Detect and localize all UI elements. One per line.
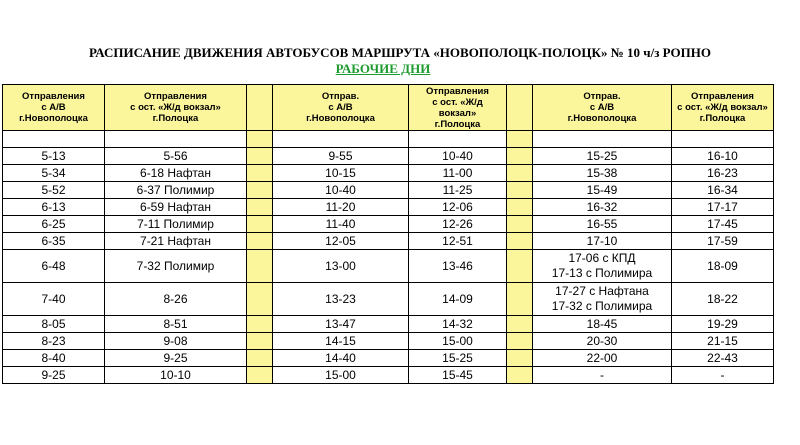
spacer-cell <box>3 131 105 148</box>
table-cell <box>273 182 409 199</box>
table-cell <box>105 250 247 283</box>
cell-text: 7-11 Полимир <box>137 216 214 231</box>
column-header <box>409 85 507 131</box>
cell-text: 16-23 <box>707 165 738 180</box>
cell-text: 11-00 <box>442 165 473 180</box>
cell-text: 15-25 <box>586 148 618 163</box>
cell-text: 10-40 <box>442 148 473 163</box>
table-cell <box>672 182 774 199</box>
cell-text: 17-06 с КПД <box>568 251 636 265</box>
cell-text: 15-00 <box>325 367 356 382</box>
schedule-subtitle: РАБОЧИЕ ДНИ <box>335 61 431 76</box>
spacer-cell <box>672 131 774 148</box>
table-cell <box>409 233 507 250</box>
separator-cell <box>507 316 533 333</box>
column-header-line: Отправ. <box>321 91 360 102</box>
cell-text: 8-40 <box>41 350 66 365</box>
spacer-cell <box>273 131 409 148</box>
cell-text: - <box>720 367 725 382</box>
column-header <box>105 85 247 131</box>
cell-text: 16-34 <box>707 182 738 197</box>
cell-text: 17-27 с Нафтана <box>555 284 649 298</box>
cell-text: 6-37 Полимир <box>136 182 215 197</box>
cell-text: 10-10 <box>160 367 191 382</box>
cell-text: 11-40 <box>325 216 356 231</box>
table-cell <box>3 250 105 283</box>
table-row <box>3 350 774 367</box>
separator-cell <box>507 350 533 367</box>
cell-text: 12-51 <box>442 233 473 248</box>
separator-cell <box>247 199 273 216</box>
cell-text: 14-09 <box>442 291 473 306</box>
table-cell <box>533 283 672 316</box>
table-cell <box>3 316 105 333</box>
cell-text: 16-32 <box>586 199 618 214</box>
cell-text: 6-48 <box>41 258 66 273</box>
separator-cell <box>507 233 533 250</box>
separator-cell <box>507 333 533 350</box>
table-cell <box>3 283 105 316</box>
cell-text: 7-21 Нафтан <box>140 233 211 248</box>
cell-text: 9-25 <box>41 367 66 382</box>
table-cell <box>105 199 247 216</box>
table-cell <box>533 165 672 182</box>
separator-cell <box>247 148 273 165</box>
table-cell <box>409 216 507 233</box>
table-cell <box>273 216 409 233</box>
schedule-table <box>2 84 774 384</box>
cell-text: 12-26 <box>442 216 473 231</box>
column-header <box>273 85 409 131</box>
column-header <box>533 85 672 131</box>
separator-cell <box>247 350 273 367</box>
table-row <box>3 182 774 199</box>
table-cell <box>105 233 247 250</box>
table-cell <box>409 367 507 384</box>
table-cell <box>409 250 507 283</box>
table-cell <box>409 148 507 165</box>
table-cell <box>3 216 105 233</box>
spacer-cell <box>105 131 247 148</box>
table-cell <box>533 233 672 250</box>
table-cell <box>533 148 672 165</box>
separator-cell <box>247 367 273 384</box>
separator-cell <box>247 283 273 316</box>
table-cell <box>105 165 247 182</box>
cell-text: 17-13 с Полимира <box>551 266 653 280</box>
separator-cell <box>247 216 273 233</box>
separator-cell <box>247 182 273 199</box>
cell-text: 13-00 <box>325 258 356 273</box>
table-cell <box>273 233 409 250</box>
table-row <box>3 333 774 350</box>
column-header-line: г.Новополоцка <box>567 113 637 124</box>
cell-text: 12-06 <box>442 199 473 214</box>
table-cell <box>672 333 774 350</box>
table-cell <box>533 316 672 333</box>
column-header-line: вокзал» <box>438 107 477 119</box>
table-row <box>3 250 774 283</box>
cell-text: 15-45 <box>442 367 473 382</box>
table-row <box>3 367 774 384</box>
cell-text: 17-45 <box>707 216 738 231</box>
table-cell <box>105 367 247 384</box>
column-header-line: с ост. «Ж/д вокзал» <box>130 102 221 113</box>
cell-text: 7-40 <box>41 291 66 306</box>
cell-text: 18-22 <box>707 291 738 306</box>
cell-text: 5-52 <box>41 182 66 197</box>
cell-text: 15-00 <box>442 333 473 348</box>
separator-cell <box>507 182 533 199</box>
separator-cell <box>247 250 273 283</box>
table-cell <box>672 283 774 316</box>
table-row <box>3 283 774 316</box>
table-cell <box>105 283 247 316</box>
table-cell <box>3 148 105 165</box>
table-cell <box>105 182 247 199</box>
cell-text: 6-18 Нафтан <box>140 165 211 180</box>
separator-cell <box>507 148 533 165</box>
table-cell <box>273 148 409 165</box>
column-header-line: с ост. «Ж/д вокзал» <box>677 102 768 113</box>
cell-text: 8-51 <box>163 316 188 331</box>
cell-text: 8-05 <box>41 316 66 331</box>
spacer-cell <box>507 131 533 148</box>
table-cell <box>3 199 105 216</box>
cell-text: 9-08 <box>163 333 188 348</box>
cell-text: 22-43 <box>707 350 738 365</box>
table-cell <box>409 182 507 199</box>
column-header-line: г.Полоцка <box>434 118 481 130</box>
cell-text: 22-00 <box>586 350 618 365</box>
cell-text: 10-40 <box>325 182 356 197</box>
cell-text: 18-09 <box>707 258 738 273</box>
cell-text: 15-25 <box>442 350 473 365</box>
column-header-line: г.Новополоцка <box>19 113 88 124</box>
header-row <box>3 85 774 131</box>
column-header-line: г.Полоцка <box>152 113 199 124</box>
cell-text: 5-56 <box>163 148 188 163</box>
table-cell <box>3 233 105 250</box>
table-cell <box>273 250 409 283</box>
spacer-cell <box>533 131 672 148</box>
table-row <box>3 148 774 165</box>
table-cell <box>273 316 409 333</box>
table-cell <box>105 216 247 233</box>
separator-column <box>507 85 533 131</box>
cell-text: 17-59 <box>707 233 738 248</box>
separator-cell <box>247 165 273 182</box>
cell-text: 13-46 <box>442 258 473 273</box>
table-cell <box>533 199 672 216</box>
cell-text: 17-32 с Полимира <box>551 299 653 313</box>
cell-text: 14-40 <box>325 350 356 365</box>
separator-cell <box>507 367 533 384</box>
table-cell <box>672 216 774 233</box>
table-cell <box>273 367 409 384</box>
table-row <box>3 316 774 333</box>
cell-text: 7-32 Полимир <box>136 258 215 273</box>
cell-text: 21-15 <box>707 333 738 348</box>
separator-cell <box>507 250 533 283</box>
table-cell <box>533 182 672 199</box>
cell-text: 10-15 <box>325 165 356 180</box>
table-cell <box>105 316 247 333</box>
table-row <box>3 165 774 182</box>
spacer-cell <box>247 131 273 148</box>
cell-text: 16-55 <box>586 216 618 231</box>
table-cell <box>3 333 105 350</box>
table-cell <box>672 165 774 182</box>
column-header <box>672 85 774 131</box>
column-header-line: с А/В <box>589 102 615 113</box>
table-cell <box>672 199 774 216</box>
separator-cell <box>507 283 533 316</box>
table-cell <box>533 350 672 367</box>
column-header-line: г.Новополоцка <box>306 113 375 124</box>
table-cell <box>3 182 105 199</box>
table-row <box>3 216 774 233</box>
cell-text: 20-30 <box>586 333 618 348</box>
column-header-line: Отправ. <box>583 91 621 102</box>
table-cell <box>273 350 409 367</box>
cell-text: 17-17 <box>707 199 738 214</box>
separator-cell <box>247 233 273 250</box>
separator-cell <box>507 165 533 182</box>
table-cell <box>273 199 409 216</box>
table-row <box>3 233 774 250</box>
column-header-line: Отправления <box>691 91 754 102</box>
table-cell <box>3 165 105 182</box>
cell-text: 6-25 <box>41 216 66 231</box>
cell-text: 8-26 <box>163 291 188 306</box>
separator-cell <box>247 316 273 333</box>
cell-text: 13-47 <box>325 316 356 331</box>
cell-text: 12-05 <box>325 233 356 248</box>
table-cell <box>105 350 247 367</box>
table-cell <box>533 333 672 350</box>
cell-text: 13-23 <box>325 291 356 306</box>
cell-text: 6-35 <box>41 233 66 248</box>
cell-text: 6-59 Нафтан <box>140 199 211 214</box>
table-cell <box>533 250 672 283</box>
cell-text: - <box>600 367 604 382</box>
table-cell <box>273 333 409 350</box>
schedule-body <box>3 131 774 384</box>
cell-text: 16-10 <box>707 148 738 163</box>
table-cell <box>409 165 507 182</box>
column-header-line: Отправления <box>22 91 85 102</box>
table-cell <box>672 250 774 283</box>
cell-text: 14-15 <box>325 333 356 348</box>
table-cell <box>409 199 507 216</box>
spacer-cell <box>409 131 507 148</box>
column-header-line: Отправления <box>144 91 207 102</box>
cell-text: 15-38 <box>586 165 618 180</box>
table-cell <box>273 165 409 182</box>
column-header-line: с А/В <box>328 102 353 113</box>
cell-text: 8-23 <box>41 333 66 348</box>
separator-cell <box>247 333 273 350</box>
table-cell <box>409 333 507 350</box>
separator-cell <box>507 199 533 216</box>
table-cell <box>409 283 507 316</box>
column-header-line: с ост. «Ж/д <box>432 96 483 108</box>
table-cell <box>105 148 247 165</box>
separator-cell <box>507 216 533 233</box>
cell-text: 6-13 <box>41 199 66 214</box>
table-cell <box>672 233 774 250</box>
cell-text: 9-55 <box>328 148 353 163</box>
cell-text: 9-25 <box>163 350 188 365</box>
table-cell <box>533 216 672 233</box>
table-cell <box>672 350 774 367</box>
cell-text: 11-20 <box>325 199 356 214</box>
cell-text: 5-13 <box>41 148 66 163</box>
cell-text: 18-45 <box>586 316 618 331</box>
table-row <box>3 199 774 216</box>
table-cell <box>672 148 774 165</box>
page-title: РАСПИСАНИЕ ДВИЖЕНИЯ АВТОБУСОВ МАРШРУТА «НОВОПОЛОЦК-ПОЛОЦК» № 10 ч/з РОПНО <box>88 45 711 60</box>
column-header-line: с А/В <box>41 102 66 113</box>
table-cell <box>409 350 507 367</box>
column-header-line: Отправления <box>426 85 489 97</box>
cell-text: 14-32 <box>442 316 473 331</box>
column-header <box>3 85 105 131</box>
column-header-line: г.Полоцка <box>699 113 746 124</box>
table-cell <box>105 333 247 350</box>
table-cell <box>672 316 774 333</box>
cell-text: 15-49 <box>586 182 618 197</box>
table-cell <box>533 367 672 384</box>
table-cell <box>3 367 105 384</box>
cell-text: 5-34 <box>41 165 66 180</box>
table-cell <box>672 367 774 384</box>
cell-text: 11-25 <box>442 182 473 197</box>
table-cell <box>3 350 105 367</box>
spacer-row <box>3 131 774 148</box>
cell-text: 19-29 <box>707 316 738 331</box>
separator-column <box>247 85 273 131</box>
table-cell <box>409 316 507 333</box>
cell-text: 17-10 <box>586 233 618 248</box>
table-cell <box>273 283 409 316</box>
